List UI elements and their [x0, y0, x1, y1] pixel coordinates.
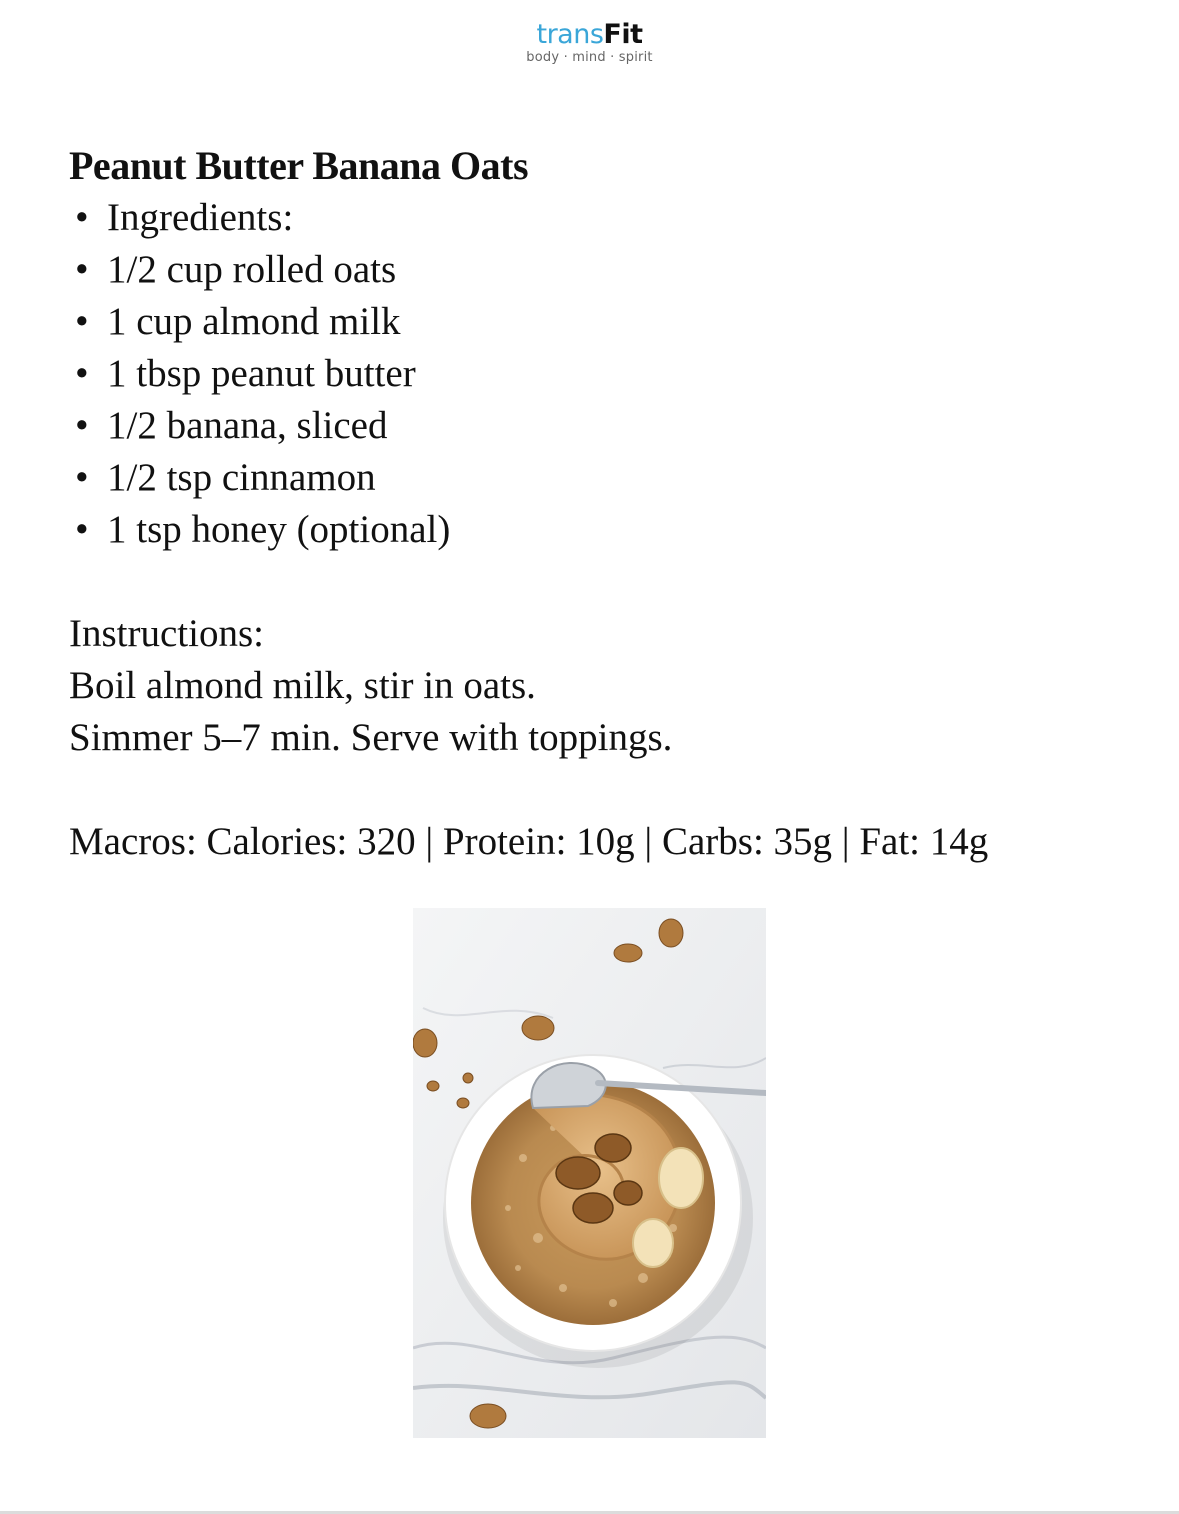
brand-logo	[0, 20, 1179, 65]
ingredients-list	[69, 192, 1129, 556]
ingredient-item: • 1 cup almond milk	[69, 296, 1129, 348]
recipe-title: Peanut Butter Banana Oats	[69, 143, 529, 188]
logo-tagline: body · mind · spirit	[526, 50, 653, 65]
ingredient-item: • Ingredients:	[69, 192, 1129, 244]
recipe-photo	[413, 908, 766, 1438]
instruction-step: Boil almond milk, stir in oats.	[69, 664, 536, 707]
logo-prefix: trans	[536, 19, 604, 50]
ingredient-item: • 1/2 banana, sliced	[69, 400, 1129, 452]
ingredient-item: • 1 tbsp peanut butter	[69, 348, 1129, 400]
ingredient-item: • 1 tsp honey (optional)	[69, 504, 1129, 556]
instructions-heading: Instructions:	[69, 612, 264, 655]
recipe-content	[69, 140, 1129, 868]
oatmeal-bowl-illustration	[413, 908, 766, 1438]
ingredient-item: • 1/2 cup rolled oats	[69, 244, 1129, 296]
instruction-step: Simmer 5–7 min. Serve with toppings.	[69, 716, 673, 759]
logo-wordmark	[0, 20, 1179, 50]
macros-line: Macros: Calories: 320 | Protein: 10g | Carbs: 35g | Fat: 14g	[69, 820, 989, 863]
logo-suffix: Fit	[603, 19, 643, 50]
ingredient-item: • 1/2 tsp cinnamon	[69, 452, 1129, 504]
